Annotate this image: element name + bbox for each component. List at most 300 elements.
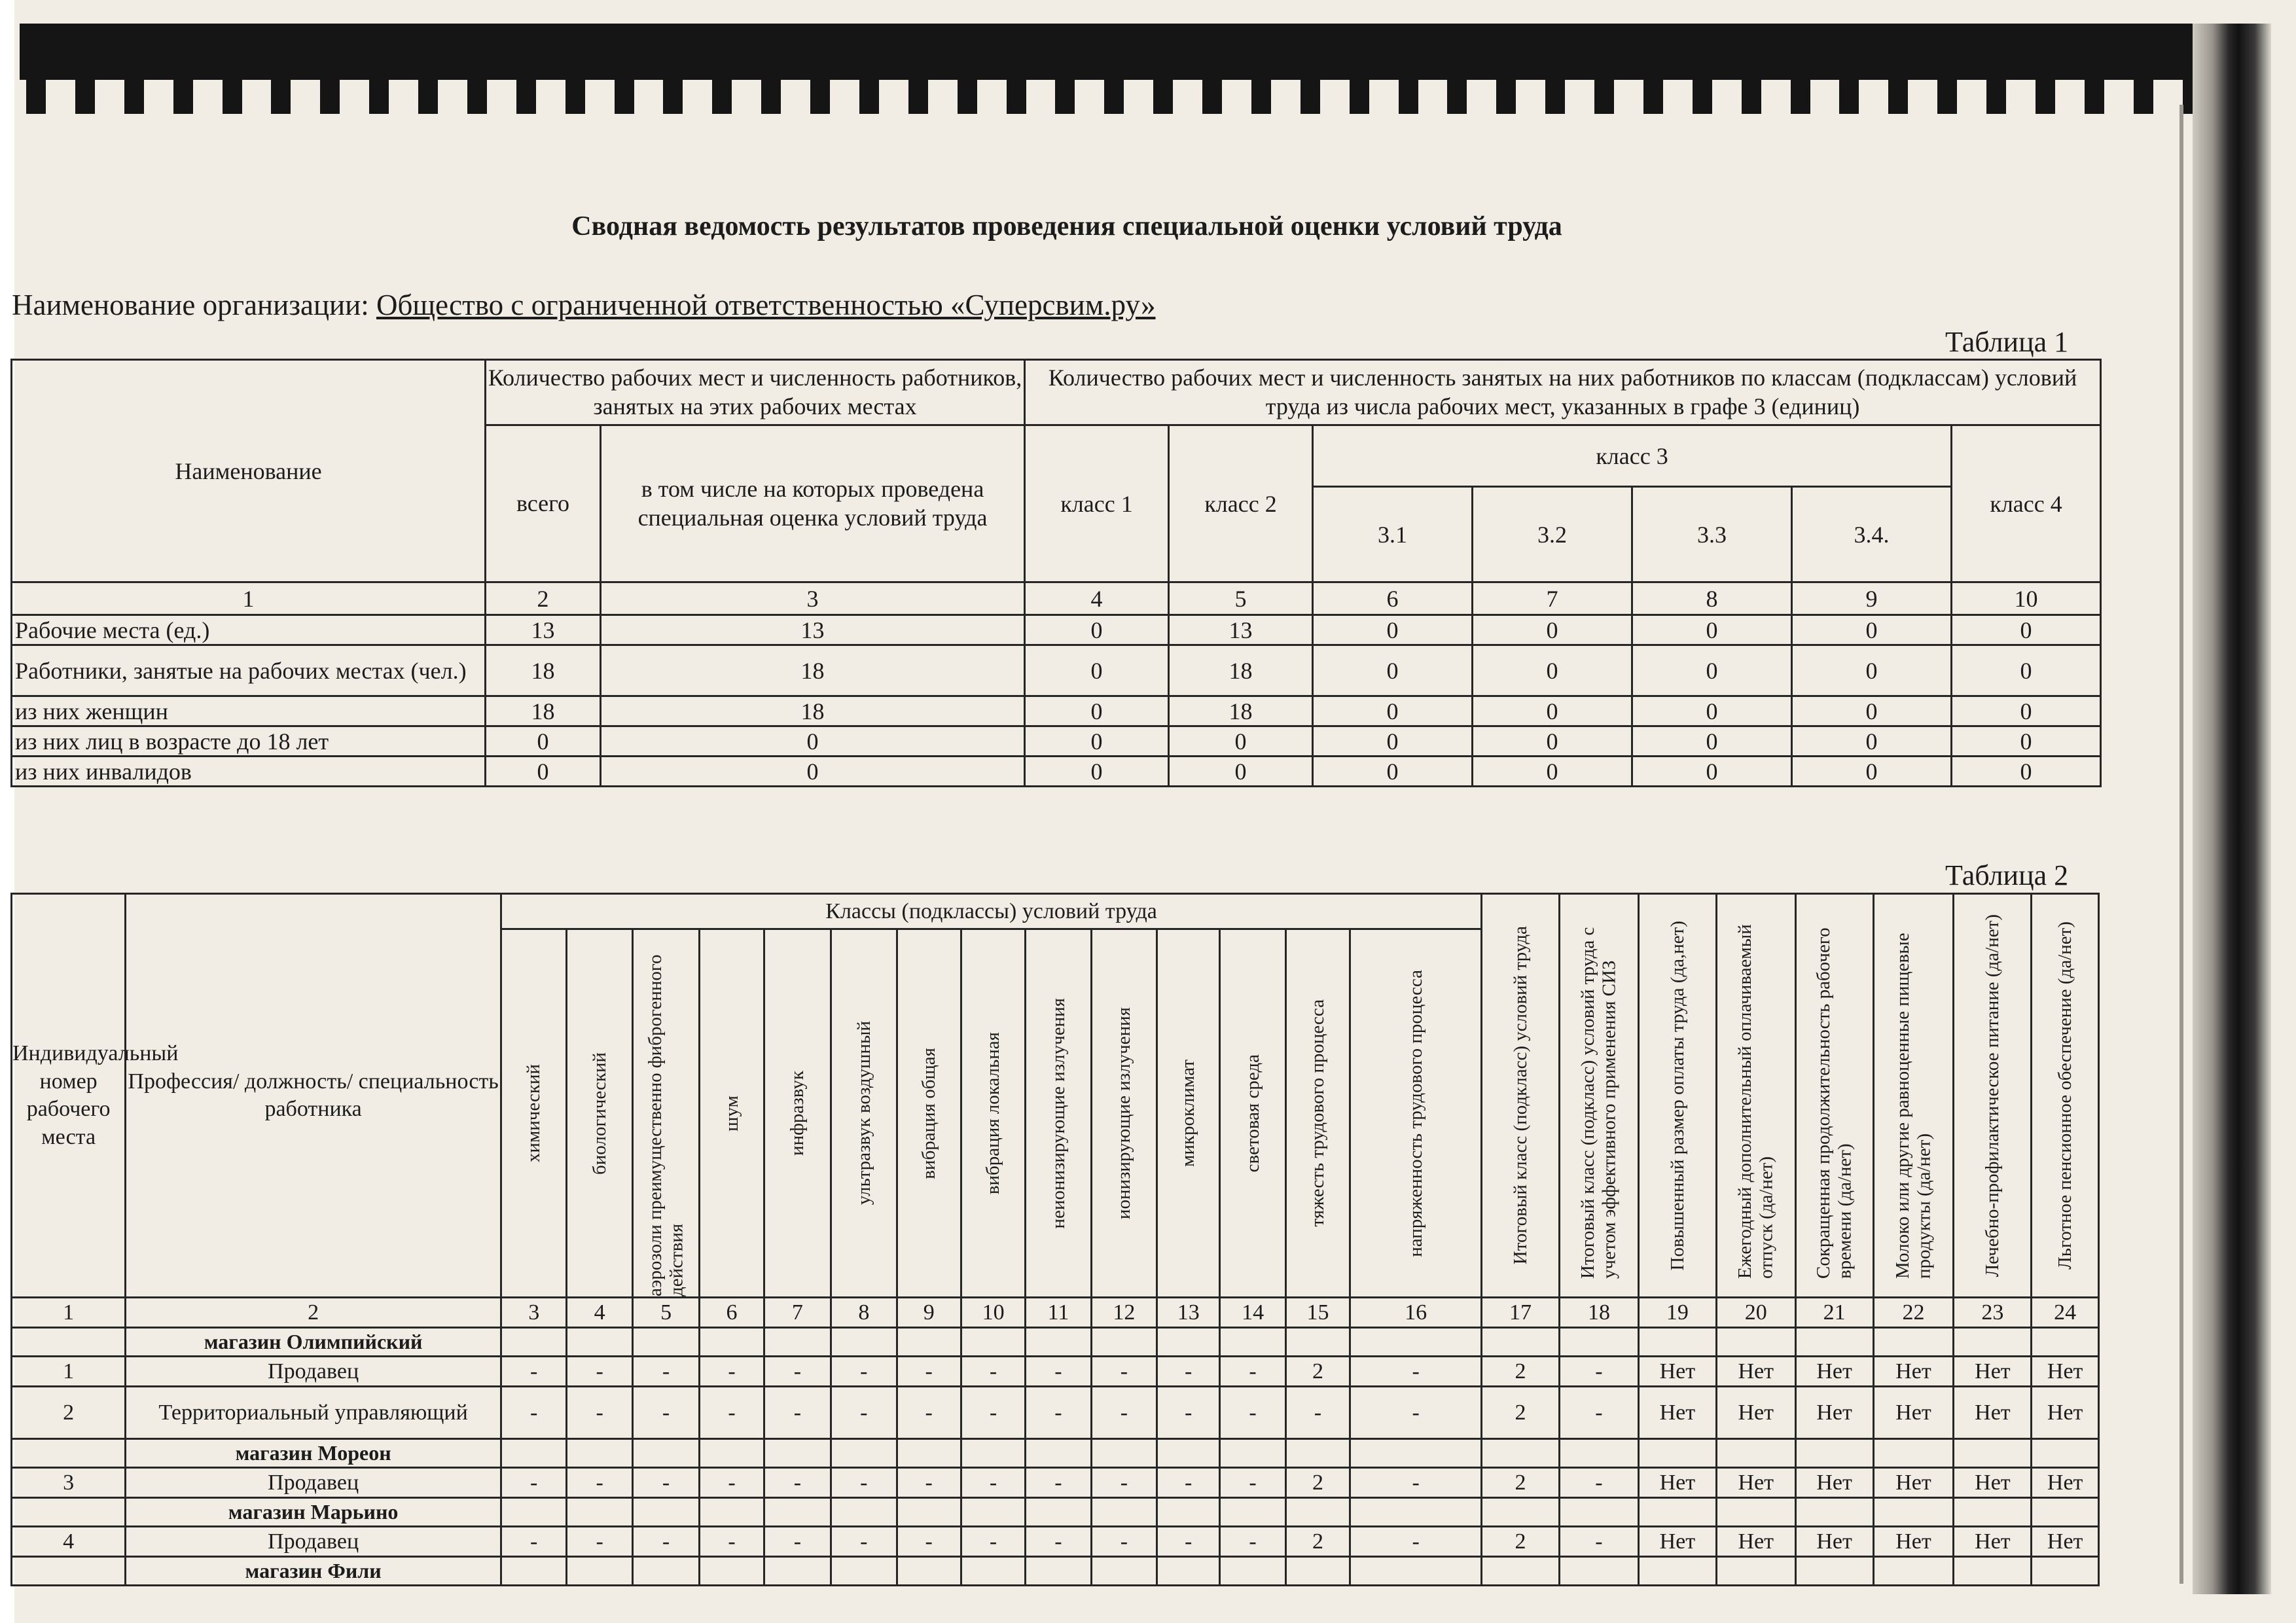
t2-cell bbox=[831, 1498, 897, 1527]
t2-col-number: 14 bbox=[1220, 1298, 1285, 1328]
t2-cell bbox=[1350, 1498, 1482, 1527]
binder-tooth bbox=[761, 80, 781, 114]
t1-head-sub-3: 3.3 bbox=[1632, 487, 1792, 582]
t2-cell: - bbox=[1350, 1387, 1482, 1439]
binder-tooth bbox=[1251, 80, 1271, 114]
binder-tooth bbox=[2134, 80, 2153, 114]
vertical-header-wrap bbox=[1482, 926, 1558, 1264]
t1-row-label: Работники, занятые на рабочих местах (чел.) bbox=[12, 645, 486, 696]
t1-cell: 0 bbox=[1025, 757, 1169, 787]
t2-cell: - bbox=[1091, 1357, 1157, 1387]
t2-head-extra-label: Ежегодный дополнительный оплачиваемый отпуск (да/нет) bbox=[1734, 924, 1777, 1279]
binder-tooth bbox=[1399, 80, 1418, 114]
t2-section-id bbox=[12, 1557, 126, 1586]
t2-row-profession: Продавец bbox=[126, 1527, 501, 1557]
t2-row bbox=[12, 1468, 2099, 1498]
t1-col-number: 3 bbox=[601, 582, 1025, 615]
t2-section-row bbox=[12, 1557, 2099, 1586]
t2-head-extra-20 bbox=[1716, 894, 1795, 1298]
t1-cell: 0 bbox=[1792, 757, 1952, 787]
t2-cell: - bbox=[897, 1527, 961, 1557]
t2-col-number: 23 bbox=[1954, 1298, 2032, 1328]
t2-cell: Нет bbox=[1954, 1387, 2032, 1439]
t2-cell: - bbox=[1026, 1357, 1091, 1387]
t1-col-number: 5 bbox=[1169, 582, 1313, 615]
t2-cell bbox=[1157, 1328, 1220, 1357]
t2-cell: - bbox=[961, 1387, 1025, 1439]
t2-col-number: 19 bbox=[1638, 1298, 1716, 1328]
t2-cell: - bbox=[961, 1357, 1025, 1387]
vertical-header-wrap bbox=[1560, 912, 1638, 1279]
t2-cell: - bbox=[1157, 1527, 1220, 1557]
t2-cell: - bbox=[1285, 1387, 1350, 1439]
t1-cell: 0 bbox=[1632, 645, 1792, 696]
binder-tooth bbox=[1153, 80, 1173, 114]
t1-col-number: 1 bbox=[12, 582, 486, 615]
t2-head-factor-label: неионизирующие излучения bbox=[1047, 997, 1069, 1229]
t2-cell bbox=[1482, 1439, 1560, 1468]
t2-cell: - bbox=[567, 1387, 632, 1439]
t2-col-number: 8 bbox=[831, 1298, 897, 1328]
t2-cell bbox=[1091, 1557, 1157, 1586]
t2-cell bbox=[1638, 1328, 1716, 1357]
binder-tooth bbox=[958, 80, 977, 114]
t2-head-factor-label: аэрозоли преимущественно фиброгенного действия bbox=[645, 954, 687, 1296]
t2-cell bbox=[764, 1439, 831, 1468]
organization-name: Общество с ограниченной ответственностью «Суперсвим.ру» bbox=[376, 289, 1156, 321]
t2-cell bbox=[1482, 1328, 1560, 1357]
organization-label: Наименование организации: bbox=[12, 289, 369, 321]
t2-cell bbox=[897, 1498, 961, 1527]
t2-cell bbox=[1716, 1498, 1795, 1527]
t1-head-count: Количество рабочих мест и численность работников, занятых на этих рабочих местах bbox=[486, 360, 1025, 425]
t2-cell: - bbox=[961, 1527, 1025, 1557]
t2-cell bbox=[2032, 1439, 2099, 1468]
t2-col-number: 12 bbox=[1091, 1298, 1157, 1328]
binder-tooth bbox=[1300, 80, 1320, 114]
t2-cell: - bbox=[764, 1468, 831, 1498]
t2-cell bbox=[1638, 1557, 1716, 1586]
t2-cell: Нет bbox=[1795, 1468, 1873, 1498]
t1-head-name: Наименование bbox=[12, 360, 486, 582]
t2-cell bbox=[501, 1557, 567, 1586]
t2-row bbox=[12, 1357, 2099, 1387]
t2-cell: Нет bbox=[1873, 1527, 1954, 1557]
t1-cell: 0 bbox=[1792, 615, 1952, 645]
t2-cell bbox=[700, 1498, 764, 1527]
t2-cell bbox=[700, 1328, 764, 1357]
t2-cell bbox=[1795, 1439, 1873, 1468]
t2-head-factor-8 bbox=[831, 929, 897, 1298]
t2-head-factor-label: биологический bbox=[588, 1052, 610, 1175]
t2-row bbox=[12, 1387, 2099, 1439]
t2-cell: - bbox=[1559, 1357, 1638, 1387]
t1-cell: 0 bbox=[1792, 696, 1952, 726]
t2-head-extra-label: Итоговый класс (подкласс) условий труда с учетом эффективного применения СИЗ bbox=[1577, 927, 1620, 1279]
t1-cell: 0 bbox=[1169, 726, 1313, 757]
t2-section-id bbox=[12, 1498, 126, 1527]
binder-tooth bbox=[565, 80, 585, 114]
t2-cell bbox=[1559, 1498, 1638, 1527]
t2-cell: Нет bbox=[1716, 1387, 1795, 1439]
t1-cell: 0 bbox=[1313, 645, 1473, 696]
t1-cell: 0 bbox=[1952, 757, 2101, 787]
vertical-header-wrap bbox=[1158, 1060, 1219, 1167]
binder-tooth bbox=[2036, 80, 2055, 114]
t2-col-number: 4 bbox=[567, 1298, 632, 1328]
t2-head-extra-17 bbox=[1482, 894, 1560, 1298]
t1-cell: 0 bbox=[1025, 615, 1169, 645]
binder-tooth bbox=[1742, 80, 1761, 114]
t2-cell bbox=[501, 1439, 567, 1468]
t2-cell bbox=[961, 1557, 1025, 1586]
t2-col-number: 16 bbox=[1350, 1298, 1482, 1328]
t1-cell: 13 bbox=[601, 615, 1025, 645]
t2-cell: 2 bbox=[1285, 1527, 1350, 1557]
t2-cell bbox=[764, 1557, 831, 1586]
vertical-header-wrap bbox=[1351, 970, 1480, 1257]
t1-cell: 0 bbox=[1473, 645, 1632, 696]
table2-caption: Таблица 2 bbox=[1945, 859, 2069, 891]
t2-cell bbox=[1638, 1498, 1716, 1527]
t2-cell: Нет bbox=[2032, 1357, 2099, 1387]
t1-cell: 0 bbox=[1952, 645, 2101, 696]
t2-cell bbox=[1873, 1328, 1954, 1357]
t1-row-label: из них инвалидов bbox=[12, 757, 486, 787]
t2-head-profession: Профессия/ должность/ специальность работника bbox=[126, 894, 501, 1298]
binder-tooth bbox=[26, 80, 46, 114]
t2-head-extra-label: Сокращенная продолжительность рабочего времени (да/нет) bbox=[1813, 927, 1856, 1279]
t2-cell bbox=[1954, 1557, 2032, 1586]
vertical-header-wrap bbox=[567, 1052, 631, 1175]
t1-col-number: 6 bbox=[1313, 582, 1473, 615]
t1-head-assessed: в том числе на которых проведена специальная оценка условий труда bbox=[601, 425, 1025, 582]
t2-section-label: магазин Фили bbox=[126, 1557, 501, 1586]
t2-col-number: 13 bbox=[1157, 1298, 1220, 1328]
t1-col-number: 9 bbox=[1792, 582, 1952, 615]
t2-cell bbox=[632, 1328, 699, 1357]
t2-cell bbox=[700, 1557, 764, 1586]
t2-row-id: 1 bbox=[12, 1357, 126, 1387]
t2-head-extra-21 bbox=[1795, 894, 1873, 1298]
t2-head-extra-label: Лечебно-профилактическое питание (да/нет) bbox=[1982, 914, 2003, 1277]
t1-cell: 0 bbox=[1473, 696, 1632, 726]
t2-head-factor-14 bbox=[1220, 929, 1285, 1298]
t2-cell bbox=[1350, 1328, 1482, 1357]
t2-cell bbox=[1220, 1557, 1285, 1586]
t2-row-id: 3 bbox=[12, 1468, 126, 1498]
t2-cell: - bbox=[961, 1468, 1025, 1498]
t2-cell: - bbox=[1091, 1387, 1157, 1439]
t1-cell: 18 bbox=[486, 696, 601, 726]
t1-row bbox=[12, 615, 2101, 645]
t2-section-label: магазин Мореон bbox=[126, 1439, 501, 1468]
binder-tooth bbox=[173, 80, 193, 114]
t2-col-number: 3 bbox=[501, 1298, 567, 1328]
t1-col-number: 7 bbox=[1473, 582, 1632, 615]
t2-cell: - bbox=[1220, 1468, 1285, 1498]
t2-head-factor-13 bbox=[1157, 929, 1220, 1298]
t2-cell: 2 bbox=[1482, 1527, 1560, 1557]
t1-head-sub-2: 3.2 bbox=[1473, 487, 1632, 582]
vertical-header-wrap bbox=[1092, 1007, 1156, 1219]
vertical-header-wrap bbox=[1221, 1054, 1284, 1172]
t2-cell bbox=[1091, 1328, 1157, 1357]
t1-cell: 0 bbox=[1952, 696, 2101, 726]
t2-cell bbox=[1026, 1328, 1091, 1357]
t2-cell bbox=[632, 1557, 699, 1586]
t2-cell bbox=[831, 1557, 897, 1586]
t2-head-factor-label: ультразвук воздушный bbox=[853, 1021, 874, 1205]
t1-col-number: 8 bbox=[1632, 582, 1792, 615]
t2-cell: Нет bbox=[2032, 1527, 2099, 1557]
binder-tooth bbox=[369, 80, 389, 114]
t2-head-factor-label: вибрация локальная bbox=[982, 1031, 1004, 1195]
t2-cell bbox=[1285, 1557, 1350, 1586]
t2-cell: - bbox=[1220, 1387, 1285, 1439]
t2-cell bbox=[567, 1498, 632, 1527]
t2-cell: Нет bbox=[1873, 1357, 1954, 1387]
t2-cell: - bbox=[632, 1468, 699, 1498]
binder-tooth bbox=[75, 80, 95, 114]
vertical-header-wrap bbox=[765, 1071, 830, 1156]
t2-cell: Нет bbox=[1954, 1357, 2032, 1387]
t2-cell: - bbox=[1091, 1527, 1157, 1557]
t2-cell: - bbox=[567, 1357, 632, 1387]
t2-cell bbox=[1157, 1557, 1220, 1586]
t2-cell bbox=[1795, 1498, 1873, 1527]
t2-head-factor-label: ионизирующие излучения bbox=[1113, 1007, 1135, 1220]
t2-cell bbox=[1873, 1557, 1954, 1586]
t2-cell: Нет bbox=[2032, 1468, 2099, 1498]
t2-cell bbox=[567, 1439, 632, 1468]
t2-head-factor-label: химический bbox=[523, 1063, 545, 1163]
t2-cell bbox=[1285, 1328, 1350, 1357]
t2-cell: 2 bbox=[1482, 1357, 1560, 1387]
t1-head-class3: класс 3 bbox=[1313, 425, 1952, 487]
t2-cell bbox=[1482, 1498, 1560, 1527]
t2-cell bbox=[1026, 1557, 1091, 1586]
t2-cell: Нет bbox=[1954, 1468, 2032, 1498]
t1-head-class2: класс 2 bbox=[1169, 425, 1313, 582]
t2-cell bbox=[1873, 1498, 1954, 1527]
t2-row-id: 4 bbox=[12, 1527, 126, 1557]
t1-cell: 0 bbox=[601, 757, 1025, 787]
t2-cell bbox=[961, 1328, 1025, 1357]
t2-cell: - bbox=[1091, 1468, 1157, 1498]
t2-cell: - bbox=[1157, 1468, 1220, 1498]
t2-head-factor-5 bbox=[632, 929, 699, 1298]
t2-cell: - bbox=[501, 1527, 567, 1557]
t2-cell: - bbox=[831, 1527, 897, 1557]
t2-cell: - bbox=[1350, 1468, 1482, 1498]
t2-cell: - bbox=[700, 1527, 764, 1557]
t2-col-number: 1 bbox=[12, 1298, 126, 1328]
t2-head-extra-22 bbox=[1873, 894, 1954, 1298]
vertical-header-wrap bbox=[1797, 912, 1873, 1279]
t2-cell: Нет bbox=[1873, 1387, 1954, 1439]
t1-row-label: из них женщин bbox=[12, 696, 486, 726]
t2-cell: Нет bbox=[1716, 1357, 1795, 1387]
t1-col-number: 10 bbox=[1952, 582, 2101, 615]
t2-head-factor-3 bbox=[501, 929, 567, 1298]
t1-cell: 0 bbox=[1632, 757, 1792, 787]
t1-col-number: 4 bbox=[1025, 582, 1169, 615]
vertical-header-wrap bbox=[1026, 998, 1090, 1228]
binder-tooth bbox=[1643, 80, 1663, 114]
vertical-header-wrap bbox=[2032, 921, 2098, 1270]
t2-head-extra-label: Льготное пенсионное обеспечение (да/нет) bbox=[2054, 921, 2075, 1270]
t2-cell: - bbox=[1350, 1527, 1482, 1557]
t2-col-number: 5 bbox=[632, 1298, 699, 1328]
t2-row-profession: Продавец bbox=[126, 1468, 501, 1498]
t1-row bbox=[12, 757, 2101, 787]
binder-teeth bbox=[26, 80, 2251, 114]
t2-cell: - bbox=[1157, 1387, 1220, 1439]
t2-head-extra-23 bbox=[1954, 894, 2032, 1298]
t1-cell: 18 bbox=[1169, 696, 1313, 726]
t2-col-number: 2 bbox=[126, 1298, 501, 1328]
binder-tooth bbox=[1055, 80, 1075, 114]
vertical-header-wrap bbox=[1717, 912, 1795, 1279]
t2-col-number: 15 bbox=[1285, 1298, 1350, 1328]
t2-head-factor-label: микроклимат bbox=[1177, 1060, 1199, 1167]
t2-cell bbox=[831, 1328, 897, 1357]
t2-cell: Нет bbox=[1716, 1468, 1795, 1498]
t2-cell bbox=[961, 1439, 1025, 1468]
binder-tooth bbox=[1104, 80, 1124, 114]
t2-cell: - bbox=[764, 1527, 831, 1557]
t2-cell: - bbox=[1026, 1468, 1091, 1498]
t2-head-id: Индивидуальный номер рабочего места bbox=[12, 894, 126, 1298]
t2-col-number: 24 bbox=[2032, 1298, 2099, 1328]
t2-section-row bbox=[12, 1439, 2099, 1468]
t2-head-factor-11 bbox=[1026, 929, 1091, 1298]
t2-cell: - bbox=[1220, 1527, 1285, 1557]
t2-cell bbox=[1559, 1439, 1638, 1468]
t2-cell bbox=[567, 1328, 632, 1357]
summary-table bbox=[10, 359, 2102, 787]
t1-cell: 0 bbox=[1473, 615, 1632, 645]
t2-head-extra-18 bbox=[1559, 894, 1638, 1298]
t2-head-factor-6 bbox=[700, 929, 764, 1298]
t2-head-extra-label: Молоко или другие равноценные пищевые продукты (да/нет) bbox=[1892, 933, 1935, 1279]
t2-cell: - bbox=[764, 1387, 831, 1439]
t2-head-factor-label: шум bbox=[721, 1095, 742, 1132]
t2-col-number: 20 bbox=[1716, 1298, 1795, 1328]
t1-cell: 0 bbox=[1473, 726, 1632, 757]
t2-cell: 2 bbox=[1285, 1468, 1350, 1498]
t2-cell bbox=[1559, 1328, 1638, 1357]
t2-head-factor-label: вибрация общая bbox=[918, 1047, 939, 1179]
binder-tooth bbox=[418, 80, 438, 114]
t1-head-classes: Количество рабочих мест и численность занятых на них работников по классам (подклассам) условий труда из числа рабочих мест, указанных в графе 3 (единиц) bbox=[1025, 360, 2101, 425]
t1-cell: 13 bbox=[486, 615, 601, 645]
t1-head-total: всего bbox=[486, 425, 601, 582]
t2-cell bbox=[1716, 1557, 1795, 1586]
t1-cell: 0 bbox=[1313, 615, 1473, 645]
t2-cell: - bbox=[501, 1468, 567, 1498]
t2-cell bbox=[2032, 1328, 2099, 1357]
t1-cell: 0 bbox=[1632, 615, 1792, 645]
t1-cell: 13 bbox=[1169, 615, 1313, 645]
t2-cell: - bbox=[1026, 1387, 1091, 1439]
vertical-header-wrap bbox=[962, 1032, 1024, 1194]
t2-cell bbox=[1954, 1328, 2032, 1357]
t2-col-number: 7 bbox=[764, 1298, 831, 1328]
t2-cell bbox=[1559, 1557, 1638, 1586]
t2-head-extra-label: Итоговый класс (подкласс) условий труда bbox=[1509, 926, 1531, 1265]
binder-tooth bbox=[1839, 80, 1859, 114]
t2-cell: - bbox=[764, 1357, 831, 1387]
t2-cell: Нет bbox=[1954, 1527, 2032, 1557]
t2-cell bbox=[2032, 1498, 2099, 1527]
page-edge bbox=[2179, 105, 2183, 1584]
t2-row-id: 2 bbox=[12, 1387, 126, 1439]
t2-cell bbox=[1638, 1439, 1716, 1468]
t2-cell: Нет bbox=[1873, 1468, 1954, 1498]
binder-tooth bbox=[1791, 80, 1810, 114]
t2-head-factor-4 bbox=[567, 929, 632, 1298]
binder-tooth bbox=[271, 80, 291, 114]
t2-cell bbox=[1795, 1328, 1873, 1357]
t2-cell bbox=[1091, 1439, 1157, 1468]
t2-cell: - bbox=[831, 1357, 897, 1387]
vertical-header-wrap bbox=[1874, 912, 1953, 1279]
t1-row-label: Рабочие места (ед.) bbox=[12, 615, 486, 645]
t2-cell: - bbox=[501, 1357, 567, 1387]
t2-cell bbox=[632, 1498, 699, 1527]
binder-tooth bbox=[2085, 80, 2104, 114]
t2-cell: 2 bbox=[1285, 1357, 1350, 1387]
t2-cell: Нет bbox=[1638, 1468, 1716, 1498]
t2-cell: Нет bbox=[2032, 1387, 2099, 1439]
binder-tooth bbox=[712, 80, 732, 114]
t2-cell bbox=[961, 1498, 1025, 1527]
t2-section-label: магазин Олимпийский bbox=[126, 1328, 501, 1357]
binder-tooth bbox=[615, 80, 634, 114]
t1-cell: 0 bbox=[486, 726, 601, 757]
t2-cell bbox=[700, 1439, 764, 1468]
t2-col-number: 6 bbox=[700, 1298, 764, 1328]
binder-tooth bbox=[859, 80, 879, 114]
t2-head-classes: Классы (подклассы) условий труда bbox=[501, 894, 1482, 929]
t2-cell: Нет bbox=[1638, 1357, 1716, 1387]
t2-col-number: 10 bbox=[961, 1298, 1025, 1328]
binder-tooth bbox=[516, 80, 536, 114]
t2-cell bbox=[567, 1557, 632, 1586]
t1-cell: 18 bbox=[601, 645, 1025, 696]
t2-cell bbox=[1482, 1557, 1560, 1586]
t2-cell: - bbox=[567, 1527, 632, 1557]
binder-tooth bbox=[1545, 80, 1565, 114]
binder-tooth bbox=[1937, 80, 1957, 114]
vertical-header-wrap bbox=[1287, 999, 1349, 1227]
t1-cell: 0 bbox=[1952, 726, 2101, 757]
vertical-header-wrap bbox=[502, 1064, 565, 1162]
t2-section-id bbox=[12, 1439, 126, 1468]
t2-cell bbox=[1157, 1498, 1220, 1527]
t2-cell bbox=[1716, 1328, 1795, 1357]
t2-cell: - bbox=[1026, 1527, 1091, 1557]
t2-cell bbox=[897, 1328, 961, 1357]
t2-cell bbox=[1220, 1498, 1285, 1527]
t2-cell bbox=[764, 1328, 831, 1357]
t2-row bbox=[12, 1527, 2099, 1557]
t1-cell: 0 bbox=[1313, 726, 1473, 757]
t2-col-number: 17 bbox=[1482, 1298, 1560, 1328]
t2-cell bbox=[1285, 1498, 1350, 1527]
